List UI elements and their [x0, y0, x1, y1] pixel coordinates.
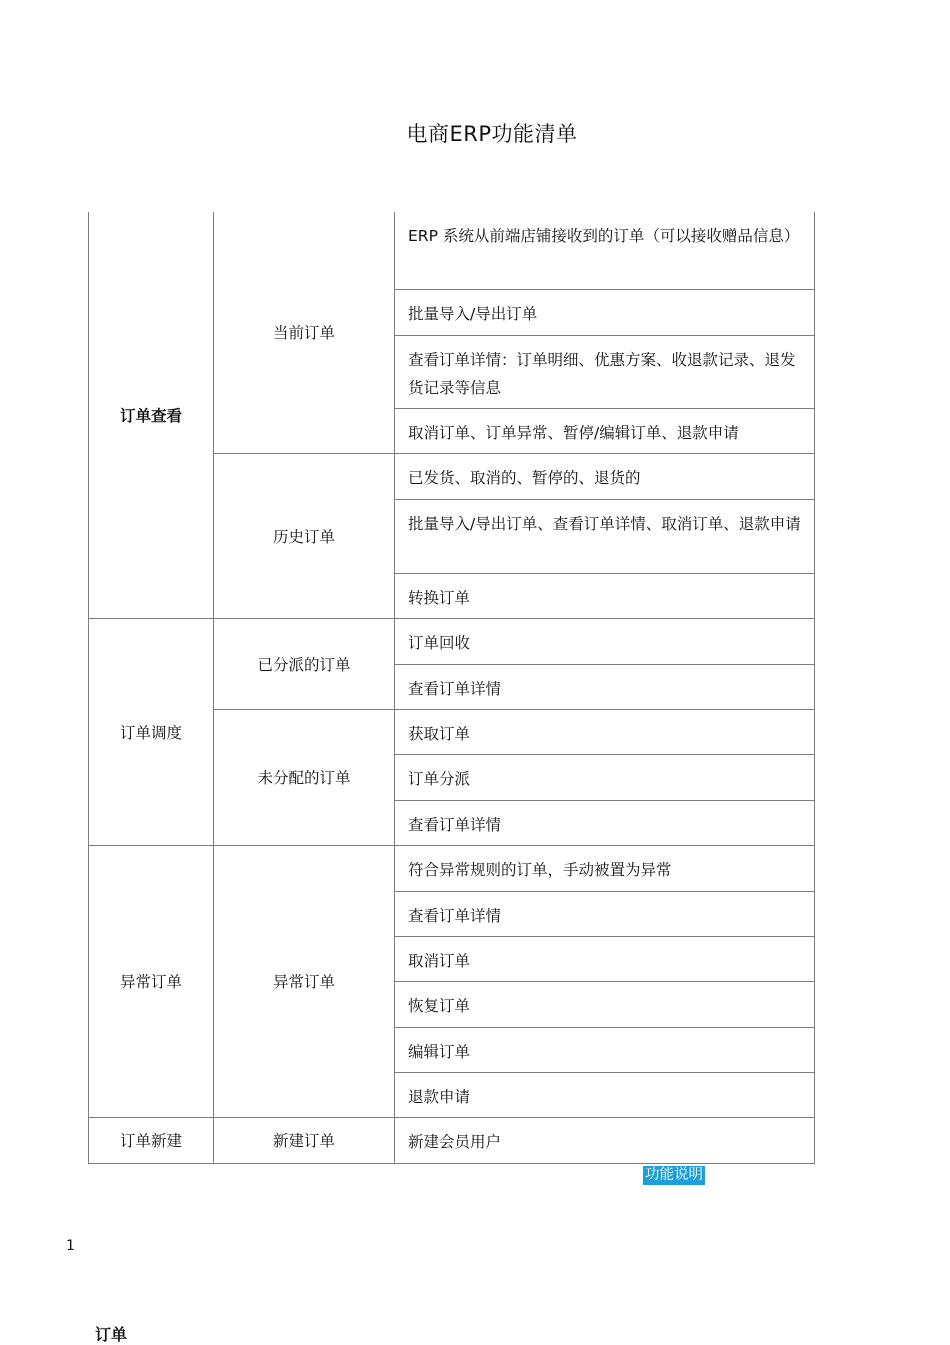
feature-cell: 查看订单详情 — [395, 664, 815, 709]
subgroup-cell: 历史订单 — [214, 453, 395, 618]
feature-cell: 批量导入/导出订单、查看订单详情、取消订单、退款申请 — [395, 499, 815, 573]
page-title: 电商ERP功能清单 — [406, 122, 578, 146]
table-row — [89, 845, 815, 891]
feature-cell: 查看订单详情 — [395, 800, 815, 845]
table-row — [89, 1117, 815, 1163]
feature-cell: 取消订单 — [395, 936, 815, 981]
feature-cell: 新建会员用户 — [395, 1117, 815, 1163]
page-number: 1 — [66, 1238, 75, 1254]
feature-cell: 订单分派 — [395, 754, 815, 800]
feature-cell: 查看订单详情 — [395, 891, 815, 936]
feature-cell: 转换订单 — [395, 573, 815, 618]
group-cell: 异常订单 — [89, 845, 214, 1117]
feature-cell: 取消订单、订单异常、暂停/编辑订单、退款申请 — [395, 408, 815, 453]
feature-cell: 退款申请 — [395, 1072, 815, 1117]
group-cell: 订单新建 — [89, 1117, 214, 1163]
feature-cell: 获取订单 — [395, 709, 815, 754]
group-cell: 订单查看 — [89, 212, 214, 618]
group-cell: 订单调度 — [89, 618, 214, 845]
subgroup-cell: 当前订单 — [214, 212, 395, 453]
subgroup-cell: 新建订单 — [214, 1117, 395, 1163]
feature-cell: 编辑订单 — [395, 1027, 815, 1072]
function-table — [88, 212, 815, 1164]
section-heading: 订单 — [95, 1325, 128, 1344]
caption-highlight: 功能说明 — [645, 1167, 703, 1183]
feature-cell: ERP 系统从前端店铺接收到的订单（可以接收赠品信息） — [395, 212, 815, 289]
feature-cell: 已发货、取消的、暂停的、退货的 — [395, 453, 815, 499]
subgroup-cell: 已分派的订单 — [214, 618, 395, 709]
feature-cell: 符合异常规则的订单，手动被置为异常 — [395, 845, 815, 891]
table-row — [89, 212, 815, 289]
table-row — [89, 618, 815, 664]
feature-cell: 恢复订单 — [395, 981, 815, 1027]
feature-cell: 订单回收 — [395, 618, 815, 664]
subgroup-cell: 未分配的订单 — [214, 709, 395, 845]
feature-cell: 查看订单详情：订单明细、优惠方案、收退款记录、退发货记录等信息 — [395, 335, 815, 408]
feature-cell: 批量导入/导出订单 — [395, 289, 815, 335]
subgroup-cell: 异常订单 — [214, 845, 395, 1117]
